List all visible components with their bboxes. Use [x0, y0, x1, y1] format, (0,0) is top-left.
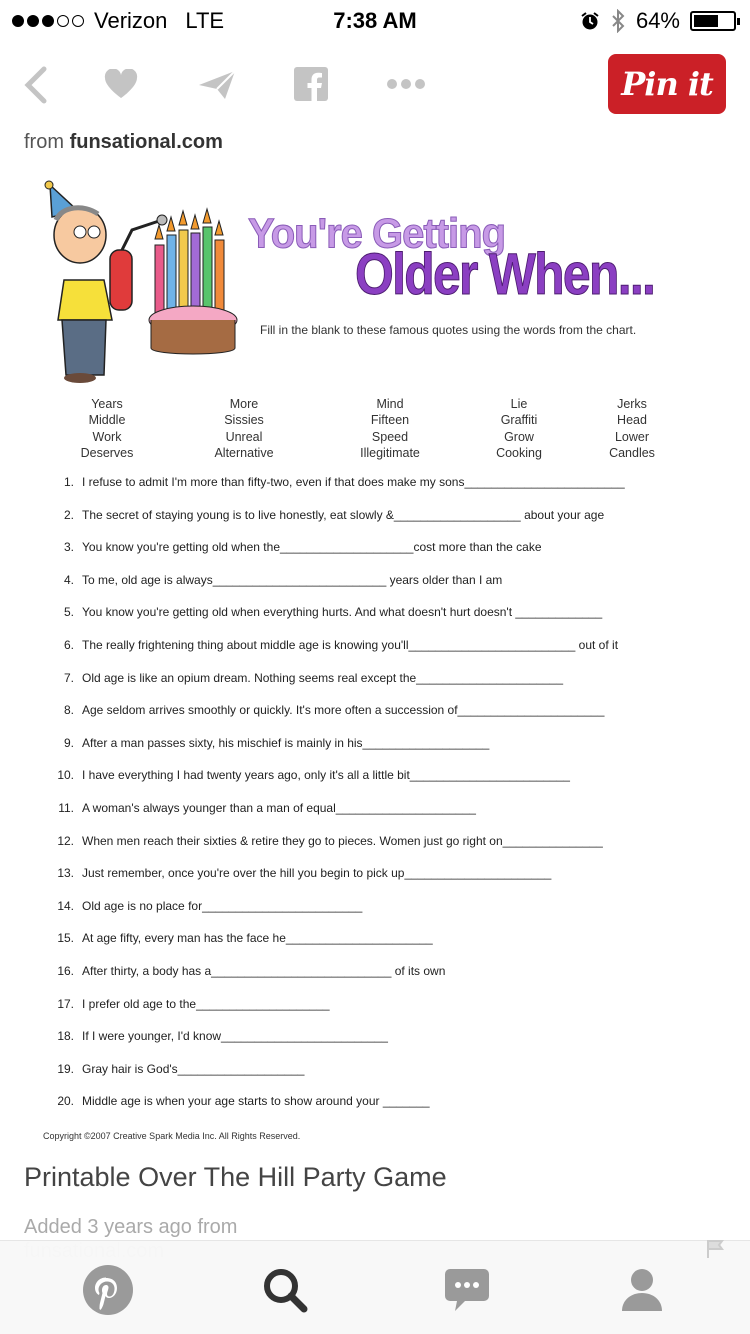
birthday-cake-illustration	[145, 205, 245, 365]
word-bank-item: Lower	[614, 429, 650, 444]
search-icon	[261, 1266, 309, 1314]
word-bank-item: Deserves	[80, 445, 134, 460]
quote-text: If I were younger, I'd know_________________________	[82, 1029, 388, 1044]
quote-item	[48, 1094, 708, 1127]
quote-number: 8.	[63, 703, 74, 718]
quote-item	[48, 931, 708, 964]
quote-number: 10.	[57, 768, 74, 783]
quote-text: When men reach their sixties & retire they go to pieces. Women just go right on_______________	[82, 833, 603, 848]
clock: 7:38 AM	[333, 8, 417, 33]
word-bank-item: Fifteen	[370, 413, 410, 428]
worksheet-title-line1: You're Getting	[248, 210, 505, 258]
tab-profile[interactable]	[615, 1263, 669, 1317]
quote-text: Old age is like an opium dream. Nothing seems real except the______________________	[82, 670, 563, 685]
quote-text: The really frightening thing about middle age is knowing you'll_________________________ out of it	[82, 637, 619, 652]
quote-text: A woman's always younger than a man of equal_____________________	[82, 800, 476, 815]
quote-item	[48, 834, 708, 867]
quote-item	[48, 703, 708, 736]
word-bank-item: Unreal	[225, 429, 263, 444]
quote-text: Just remember, once you're over the hill you begin to pick up______________________	[82, 866, 552, 881]
word-bank-item: Middle	[88, 413, 126, 428]
quote-item	[48, 573, 708, 606]
tab-home[interactable]	[81, 1263, 135, 1317]
quote-item	[48, 801, 708, 834]
quote-item	[48, 899, 708, 932]
alarm-icon	[580, 11, 600, 31]
word-bank-column	[459, 396, 579, 461]
word-bank-item: Alternative	[214, 445, 274, 460]
word-bank-item: Illegitimate	[360, 445, 420, 460]
status-bar	[0, 0, 750, 40]
word-bank-item: Graffiti	[500, 413, 538, 428]
quote-text: You know you're getting old when everything hurts. And what doesn't hurt doesn't _____________	[82, 605, 603, 620]
quote-number: 11.	[58, 800, 74, 815]
pin-added-meta: Added 3 years ago from	[24, 1216, 238, 1238]
network-label: LTE	[185, 8, 225, 33]
word-bank-item: Speed	[371, 429, 409, 444]
quote-text: I prefer old age to the____________________	[82, 996, 330, 1011]
quote-number: 12.	[57, 833, 74, 848]
profile-icon	[620, 1267, 664, 1313]
report-flag-icon[interactable]	[706, 1240, 726, 1258]
quote-number: 17.	[57, 996, 74, 1011]
heart-icon[interactable]	[104, 69, 138, 99]
word-bank-column	[572, 396, 692, 461]
word-bank-item: Sissies	[224, 413, 264, 428]
quote-number: 5.	[63, 605, 74, 620]
source-domain[interactable]: funsational.com	[69, 131, 223, 153]
quote-text: You know you're getting old when the____________________cost more than the cake	[82, 540, 542, 555]
facebook-icon[interactable]	[294, 67, 328, 101]
quote-text: I have everything I had twenty years ago, only it's all a little bit________________________	[82, 768, 570, 783]
word-bank-item: Cooking	[496, 445, 542, 460]
bottom-tab-bar	[0, 1240, 750, 1334]
quote-item	[48, 605, 708, 638]
word-bank-item: Candles	[609, 445, 655, 460]
quote-number: 19.	[57, 1061, 74, 1076]
word-bank-item: Work	[92, 429, 122, 444]
copyright-notice: Copyright ©2007 Creative Spark Media Inc. All Rights Reserved.	[43, 1131, 301, 1141]
quote-text: Age seldom arrives smoothly or quickly. It's more often a succession of______________________	[82, 703, 605, 718]
quote-text: The secret of staying young is to live honestly, eat slowly &___________________ about your age	[82, 507, 605, 522]
quote-item	[48, 638, 708, 671]
worksheet-title-line2: Older When...	[355, 242, 655, 307]
back-icon[interactable]	[22, 66, 48, 104]
tab-messages[interactable]	[440, 1263, 494, 1317]
quote-item	[48, 964, 708, 997]
quote-item	[48, 508, 708, 541]
quote-text: To me, old age is always__________________________ years older than I am	[82, 572, 503, 587]
quote-list	[48, 475, 708, 1127]
word-bank-item: Jerks	[617, 397, 647, 411]
quote-text: At age fifty, every man has the face he______________________	[82, 931, 433, 946]
carrier-label: Verizon	[94, 8, 168, 33]
quote-number: 16.	[57, 963, 74, 978]
send-icon[interactable]	[197, 69, 237, 101]
pinterest-home-icon	[82, 1264, 134, 1316]
word-bank-column	[330, 396, 450, 461]
word-bank-item: Years	[91, 397, 123, 411]
word-bank-item: Lie	[510, 397, 528, 411]
quote-text: Old age is no place for________________________	[82, 898, 363, 913]
word-bank-column	[184, 396, 304, 461]
quote-item	[48, 1062, 708, 1095]
quote-item	[48, 736, 708, 769]
quote-number: 3.	[63, 540, 74, 555]
quote-text: Middle age is when your age starts to show around your _______	[82, 1094, 430, 1109]
quote-number: 14.	[57, 898, 74, 913]
word-bank-item: Mind	[376, 397, 404, 411]
pin-source[interactable]: from funsational.com	[24, 131, 223, 153]
pin-it-button[interactable]: Pin it	[608, 54, 726, 114]
pin-image[interactable]	[30, 175, 720, 1150]
bluetooth-icon	[610, 9, 626, 33]
quote-number: 13.	[57, 866, 74, 881]
battery-icon	[690, 11, 736, 31]
quote-number: 7.	[63, 670, 74, 685]
quote-number: 18.	[57, 1029, 74, 1044]
word-bank-column	[47, 396, 167, 461]
messages-icon	[443, 1267, 491, 1313]
quote-number: 4.	[63, 572, 74, 587]
quote-item	[48, 1029, 708, 1062]
worksheet-instructions: Fill in the blank to these famous quotes using the words from the chart.	[260, 323, 637, 337]
quote-text: After a man passes sixty, his mischief is mainly in his___________________	[82, 735, 490, 750]
quote-number: 15.	[57, 931, 74, 946]
quote-text: I refuse to admit I'm more than fifty-two, even if that does make my sons________________________	[82, 475, 625, 489]
tab-search[interactable]	[258, 1263, 312, 1317]
quote-number: 20.	[57, 1094, 74, 1109]
quote-item	[48, 768, 708, 801]
word-bank-item: Head	[617, 413, 647, 428]
battery-percent: 64%	[635, 8, 680, 33]
quote-number: 9.	[63, 735, 74, 750]
quote-item	[48, 997, 708, 1030]
quote-item	[48, 475, 708, 508]
quote-text: After thirty, a body has a___________________________ of its own	[82, 963, 446, 978]
quote-item	[48, 866, 708, 899]
quote-item	[48, 540, 708, 573]
quote-item	[48, 671, 708, 704]
quote-number: 1.	[63, 475, 74, 489]
pin-title: Printable Over The Hill Party Game	[24, 1162, 447, 1192]
word-bank-item: Grow	[504, 429, 534, 444]
more-icon[interactable]	[386, 78, 426, 90]
quote-text: Gray hair is God's___________________	[82, 1061, 305, 1076]
quote-number: 2.	[63, 507, 74, 522]
quote-number: 6.	[63, 637, 74, 652]
word-bank-item: More	[229, 397, 259, 411]
